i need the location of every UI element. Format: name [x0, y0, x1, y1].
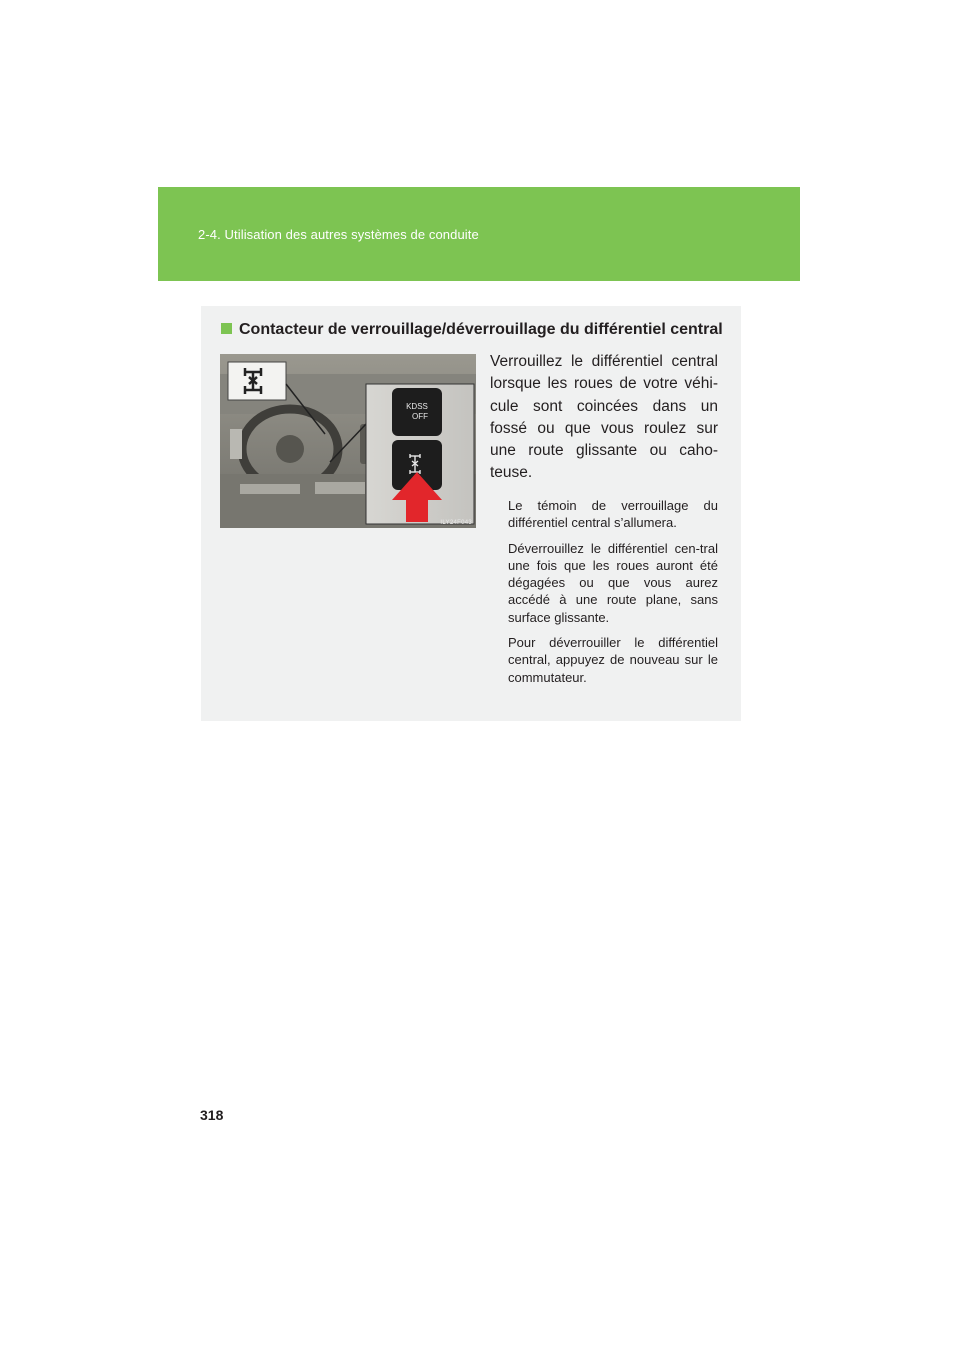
- note-item: Déverrouillez le différentiel cen-tral une fois que les roues auront été dégagées ou que vous aurez accédé à une route plane, sans surface glissante.: [508, 540, 718, 625]
- section-heading: [221, 321, 721, 339]
- green-square-bullet-icon: [221, 323, 232, 334]
- content-panel: [201, 306, 741, 721]
- svg-text:OFF: OFF: [412, 412, 428, 421]
- chapter-header-band: [158, 187, 800, 281]
- kdss-switch-label: KDSS: [406, 402, 428, 411]
- note-item: Pour déverrouiller le différentiel central, appuyez de nouveau sur le commutateur.: [508, 635, 718, 685]
- dashboard-illustration: [220, 354, 476, 528]
- chapter-title: 2-4. Utilisation des autres systèmes de conduite: [198, 227, 479, 242]
- page-number: 318: [200, 1107, 224, 1123]
- note-item: Le témoin de verrouillage du différentiel central s’allumera.: [508, 498, 718, 531]
- notes-list: [508, 497, 718, 694]
- section-heading-text: Contacteur de verrouillage/déverrouillage du différentiel central: [239, 321, 723, 338]
- main-instruction-text: Verrouillez le différentiel central lorsque les roues de votre véhi-cule sont coincées dans un fossé ou que vous roulez sur une route glissante ou caho-teuse.: [490, 353, 718, 482]
- dashboard-photo: [220, 354, 476, 528]
- figure-code: ILY24F043: [440, 520, 472, 526]
